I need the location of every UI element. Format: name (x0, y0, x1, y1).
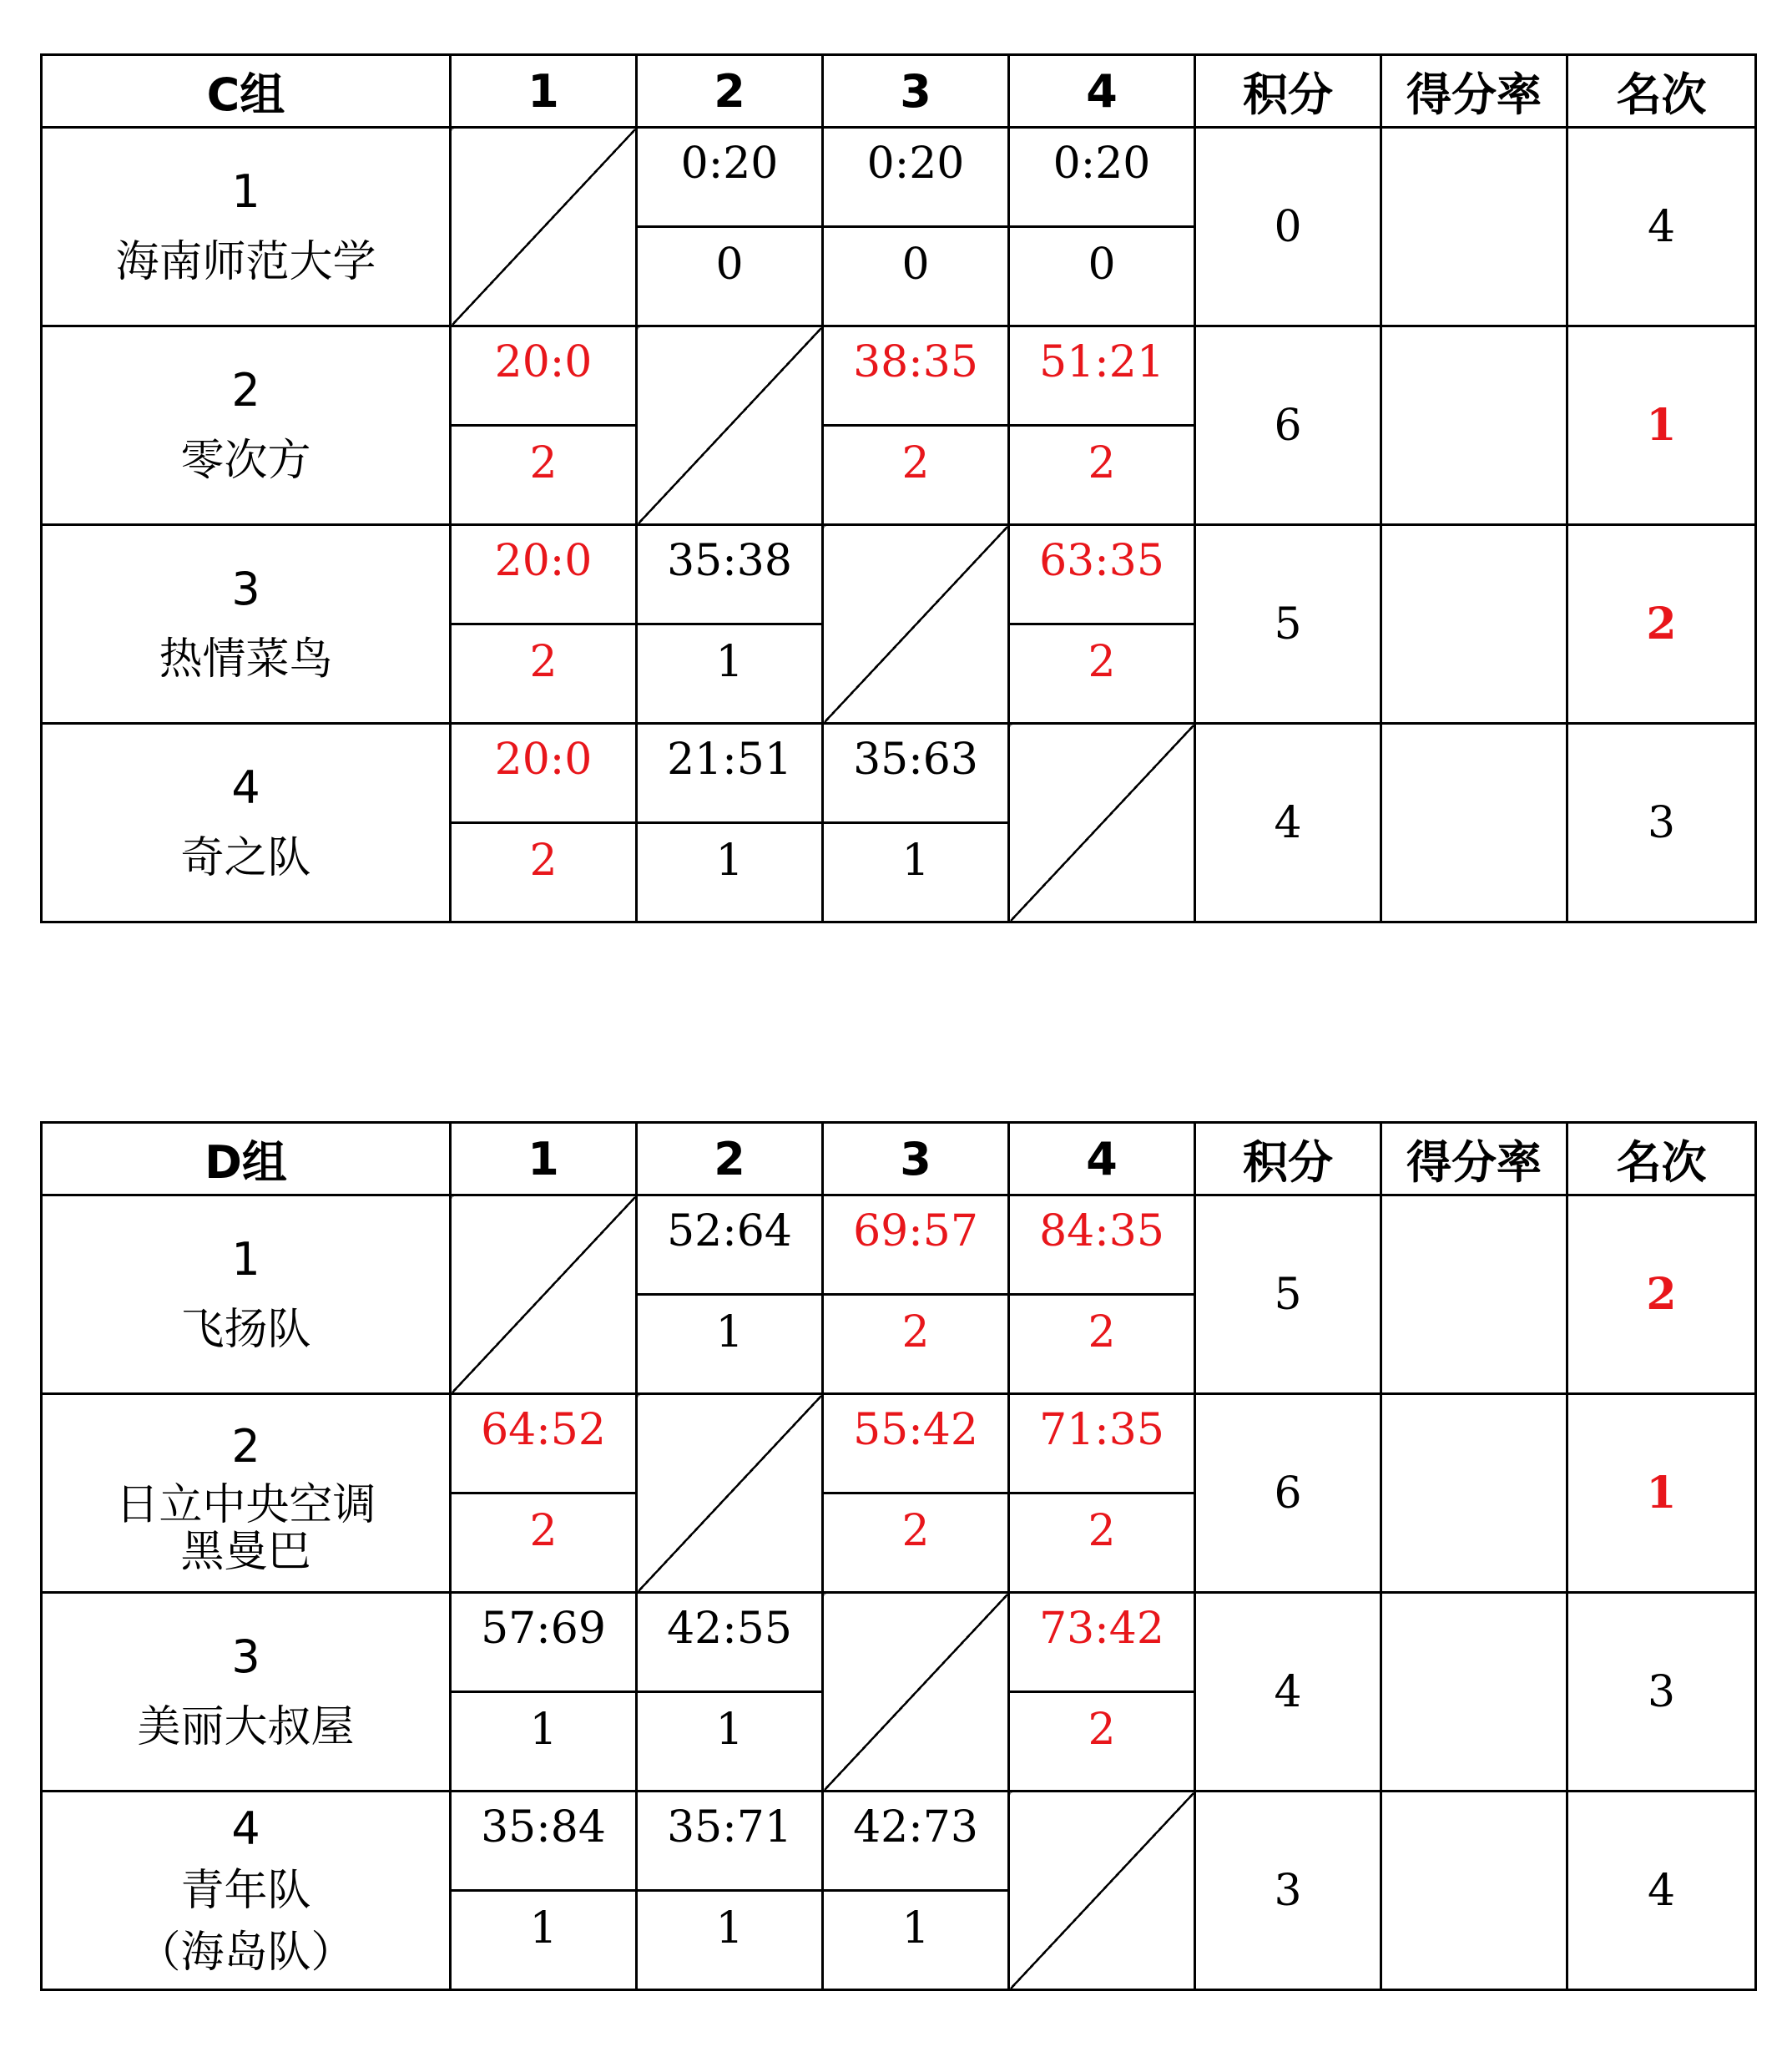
diagonal-cell (823, 1593, 1009, 1792)
score-text: 57:69 (481, 1604, 606, 1654)
diagonal-cell (1009, 724, 1195, 922)
match-score (637, 128, 823, 227)
points-text: 1 (529, 1705, 558, 1755)
match-score (1009, 1394, 1195, 1493)
standings-table (40, 53, 1757, 923)
column-header: 1 (451, 55, 637, 128)
score-rate (1381, 1593, 1567, 1792)
points-text: 2 (1088, 438, 1116, 488)
rank: 1 (1567, 326, 1756, 525)
match-points (1009, 1493, 1195, 1593)
match-score (451, 724, 637, 823)
match-score (451, 1792, 637, 1891)
score-text: 0:20 (1052, 139, 1151, 189)
score-text: 51:21 (1039, 337, 1164, 387)
team-number: 3 (231, 1630, 260, 1683)
team-name-line2: （海岛队） (137, 1927, 355, 1978)
team-row (42, 1394, 1756, 1493)
points-text: 2 (901, 1506, 930, 1556)
total-points: 3 (1195, 1792, 1381, 1990)
total-points: 6 (1195, 326, 1381, 525)
match-score (451, 1593, 637, 1692)
match-points (451, 624, 637, 724)
points-text: 2 (901, 438, 930, 488)
points-text: 1 (715, 1903, 744, 1953)
match-score (823, 1394, 1009, 1493)
points-text: 1 (901, 836, 930, 886)
header-row (42, 1123, 1756, 1195)
team-name: 热情菜鸟 (159, 634, 333, 685)
team-number: 1 (231, 164, 260, 218)
rank: 2 (1567, 1195, 1756, 1394)
team-name-line2: 黑曼巴 (180, 1526, 311, 1577)
column-header: 积分 (1195, 1123, 1381, 1195)
team-name: 日立中央空调 (115, 1479, 376, 1530)
score-text: 0:20 (680, 139, 779, 189)
points-text: 1 (901, 1903, 930, 1953)
team-name: 青年队 (180, 1865, 311, 1916)
match-points (637, 1692, 823, 1792)
match-points (637, 1295, 823, 1394)
team-number: 2 (231, 1419, 260, 1473)
header-row (42, 55, 1756, 128)
match-score (823, 724, 1009, 823)
match-points (823, 823, 1009, 922)
match-points (451, 1692, 637, 1792)
points-text: 1 (529, 1903, 558, 1953)
match-score (637, 724, 823, 823)
score-rate (1381, 1195, 1567, 1394)
score-rate (1381, 525, 1567, 724)
points-text: 2 (901, 1307, 930, 1357)
team-row (42, 525, 1756, 624)
team-cell (42, 1394, 451, 1593)
match-points (451, 1891, 637, 1990)
column-header: 4 (1009, 55, 1195, 128)
match-points (1009, 426, 1195, 525)
match-points (637, 823, 823, 922)
column-header: 得分率 (1381, 1123, 1567, 1195)
points-text: 2 (1088, 1307, 1116, 1357)
score-text: 71:35 (1039, 1405, 1164, 1455)
match-score (1009, 525, 1195, 624)
points-text: 2 (529, 438, 558, 488)
rank: 3 (1567, 1593, 1756, 1792)
column-header: 积分 (1195, 55, 1381, 128)
points-text: 2 (1088, 1705, 1116, 1755)
match-points (823, 1295, 1009, 1394)
column-header: 3 (823, 1123, 1009, 1195)
match-points (637, 1891, 823, 1990)
points-text: 2 (529, 836, 558, 886)
team-cell (42, 1593, 451, 1792)
score-rate (1381, 326, 1567, 525)
column-header: 4 (1009, 1123, 1195, 1195)
team-row (42, 724, 1756, 823)
match-points (451, 823, 637, 922)
score-text: 0:20 (866, 139, 965, 189)
match-score (1009, 128, 1195, 227)
match-score (823, 1195, 1009, 1295)
score-text: 35:38 (667, 536, 792, 586)
rank: 3 (1567, 724, 1756, 922)
score-text: 69:57 (853, 1206, 978, 1256)
points-text: 0 (901, 240, 930, 290)
rank: 1 (1567, 1394, 1756, 1593)
points-text: 2 (1088, 637, 1116, 687)
match-points (823, 227, 1009, 326)
match-score (823, 1792, 1009, 1891)
rank: 4 (1567, 1792, 1756, 1990)
score-text: 20:0 (494, 735, 593, 785)
match-score (1009, 326, 1195, 426)
match-score (451, 525, 637, 624)
score-text: 64:52 (481, 1405, 606, 1455)
team-name: 零次方 (180, 435, 311, 486)
score-text: 55:42 (853, 1405, 978, 1455)
team-name: 美丽大叔屋 (137, 1701, 355, 1752)
column-header: 得分率 (1381, 55, 1567, 128)
total-points: 4 (1195, 1593, 1381, 1792)
points-text: 0 (1088, 240, 1116, 290)
score-text: 35:71 (667, 1802, 792, 1852)
team-number: 4 (231, 761, 260, 814)
score-text: 35:63 (853, 735, 978, 785)
team-cell (42, 525, 451, 724)
column-header: 名次 (1567, 55, 1756, 128)
match-points (451, 426, 637, 525)
team-name: 海南师范大学 (115, 236, 376, 287)
total-points: 4 (1195, 724, 1381, 922)
points-text: 1 (715, 1705, 744, 1755)
score-text: 20:0 (494, 536, 593, 586)
points-text: 2 (529, 637, 558, 687)
points-text: 1 (715, 637, 744, 687)
match-points (451, 1493, 637, 1593)
score-text: 35:84 (481, 1802, 606, 1852)
match-points (637, 227, 823, 326)
match-score (451, 326, 637, 426)
score-text: 20:0 (494, 337, 593, 387)
points-text: 1 (715, 1307, 744, 1357)
standings-table (40, 1121, 1757, 1991)
diagonal-cell (637, 326, 823, 525)
column-header: 名次 (1567, 1123, 1756, 1195)
match-points (1009, 1692, 1195, 1792)
match-points (823, 426, 1009, 525)
team-number: 1 (231, 1232, 260, 1286)
score-text: 21:51 (667, 735, 792, 785)
team-cell (42, 128, 451, 326)
points-text: 1 (715, 836, 744, 886)
diagonal-cell (451, 1195, 637, 1394)
score-text: 63:35 (1039, 536, 1164, 586)
rank: 2 (1567, 525, 1756, 724)
team-number: 4 (231, 1802, 260, 1855)
team-name: 奇之队 (180, 832, 311, 883)
team-cell (42, 724, 451, 922)
match-points (823, 1493, 1009, 1593)
team-name: 飞扬队 (180, 1304, 311, 1355)
team-row (42, 1593, 1756, 1692)
score-text: 42:73 (853, 1802, 978, 1852)
team-row (42, 128, 1756, 227)
diagonal-cell (823, 525, 1009, 724)
team-row (42, 1195, 1756, 1295)
score-rate (1381, 1394, 1567, 1593)
team-row (42, 326, 1756, 426)
match-score (637, 1792, 823, 1891)
match-points (637, 624, 823, 724)
match-score (451, 1394, 637, 1493)
total-points: 5 (1195, 525, 1381, 724)
match-score (1009, 1195, 1195, 1295)
column-header: 3 (823, 55, 1009, 128)
score-rate (1381, 724, 1567, 922)
diagonal-cell (637, 1394, 823, 1593)
group-label: C组 (42, 55, 451, 128)
points-text: 0 (715, 240, 744, 290)
rank: 4 (1567, 128, 1756, 326)
match-score (637, 1195, 823, 1295)
column-header: 2 (637, 55, 823, 128)
total-points: 0 (1195, 128, 1381, 326)
match-score (637, 1593, 823, 1692)
match-score (637, 525, 823, 624)
points-text: 2 (1088, 1506, 1116, 1556)
total-points: 6 (1195, 1394, 1381, 1593)
score-text: 73:42 (1039, 1604, 1164, 1654)
score-rate (1381, 1792, 1567, 1990)
match-points (1009, 227, 1195, 326)
team-number: 2 (231, 363, 260, 417)
match-points (1009, 624, 1195, 724)
score-text: 38:35 (853, 337, 978, 387)
score-text: 42:55 (667, 1604, 792, 1654)
diagonal-cell (451, 128, 637, 326)
score-text: 52:64 (667, 1206, 792, 1256)
column-header: 2 (637, 1123, 823, 1195)
group-label: D组 (42, 1123, 451, 1195)
points-text: 2 (529, 1506, 558, 1556)
team-cell (42, 1195, 451, 1394)
diagonal-cell (1009, 1792, 1195, 1990)
match-points (823, 1891, 1009, 1990)
match-score (1009, 1593, 1195, 1692)
score-text: 84:35 (1039, 1206, 1164, 1256)
team-cell (42, 326, 451, 525)
match-score (823, 326, 1009, 426)
team-cell (42, 1792, 451, 1990)
match-points (1009, 1295, 1195, 1394)
score-rate (1381, 128, 1567, 326)
match-score (823, 128, 1009, 227)
column-header: 1 (451, 1123, 637, 1195)
team-row (42, 1792, 1756, 1891)
total-points: 5 (1195, 1195, 1381, 1394)
team-number: 3 (231, 562, 260, 615)
